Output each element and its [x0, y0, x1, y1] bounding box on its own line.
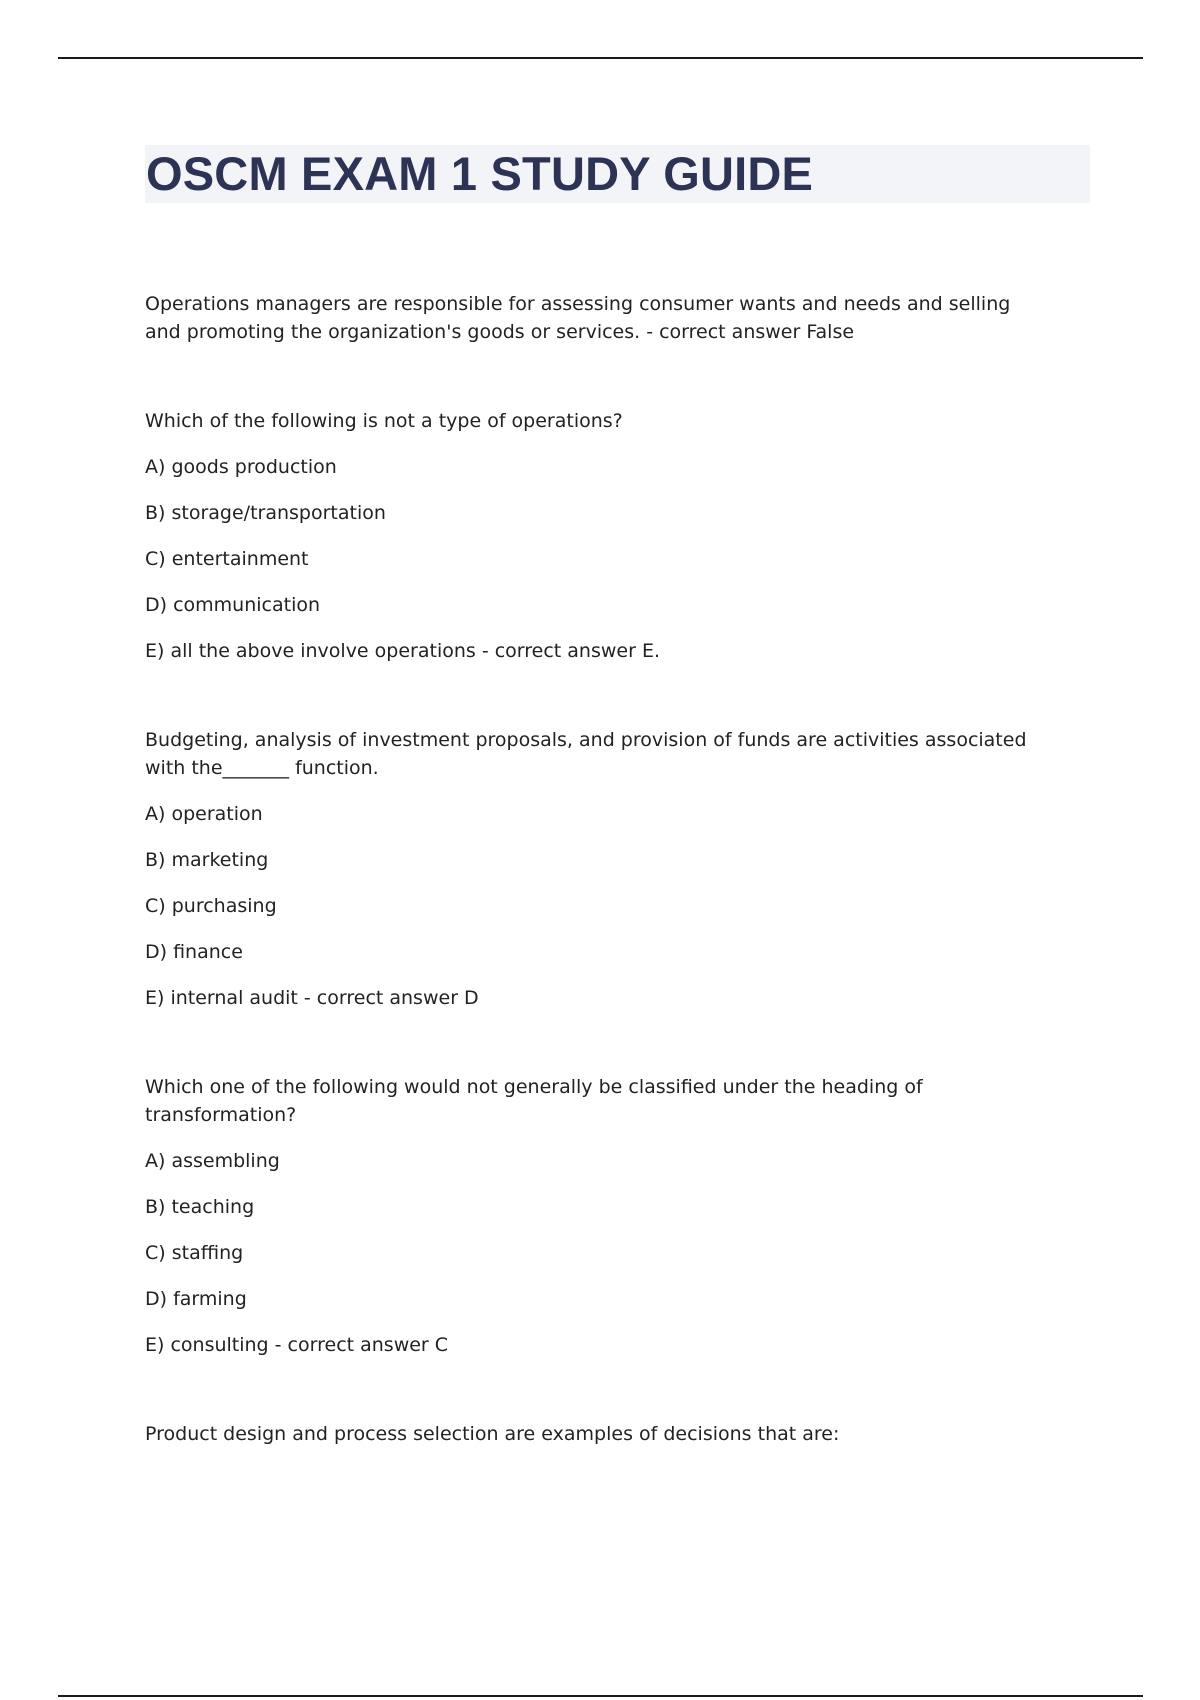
question-block [145, 726, 1045, 1012]
answer-option: E) consulting - correct answer C [145, 1334, 449, 1356]
question-text: Operations managers are responsible for assessing consumer wants and needs and selling and promoting the organization's goods or services. - correct answer False [145, 293, 1011, 343]
answer-option: D) finance [145, 941, 243, 963]
question-block [145, 1420, 1045, 1448]
study-guide-content [145, 290, 1045, 1509]
answer-option: B) storage/transportation [145, 502, 386, 524]
answer-option: B) teaching [145, 1196, 255, 1218]
question-text: Which one of the following would not generally be classified under the heading of transformation? [145, 1076, 923, 1126]
answer-option: D) communication [145, 594, 321, 616]
answer-option: B) marketing [145, 849, 269, 871]
answer-option: A) goods production [145, 456, 337, 478]
answer-option: C) entertainment [145, 548, 309, 570]
top-rule [58, 57, 1143, 59]
page-title: OSCM EXAM 1 STUDY GUIDE [146, 147, 814, 200]
answer-option: C) purchasing [145, 895, 277, 917]
answer-option: D) farming [145, 1288, 247, 1310]
answer-option: C) staffing [145, 1242, 244, 1264]
question-block [145, 290, 1045, 346]
answer-option: E) internal audit - correct answer D [145, 987, 479, 1009]
question-block [145, 1073, 1045, 1359]
question-text: Product design and process selection are examples of decisions that are: [145, 1423, 840, 1445]
answer-option: A) operation [145, 803, 263, 825]
question-text: Budgeting, analysis of investment proposals, and provision of funds are activities associated with the_______ function. [145, 729, 1027, 779]
bottom-rule [58, 1695, 1143, 1697]
question-block [145, 407, 1045, 665]
question-text: Which of the following is not a type of operations? [145, 410, 623, 432]
answer-option: A) assembling [145, 1150, 280, 1172]
answer-option: E) all the above involve operations - correct answer E. [145, 640, 660, 662]
